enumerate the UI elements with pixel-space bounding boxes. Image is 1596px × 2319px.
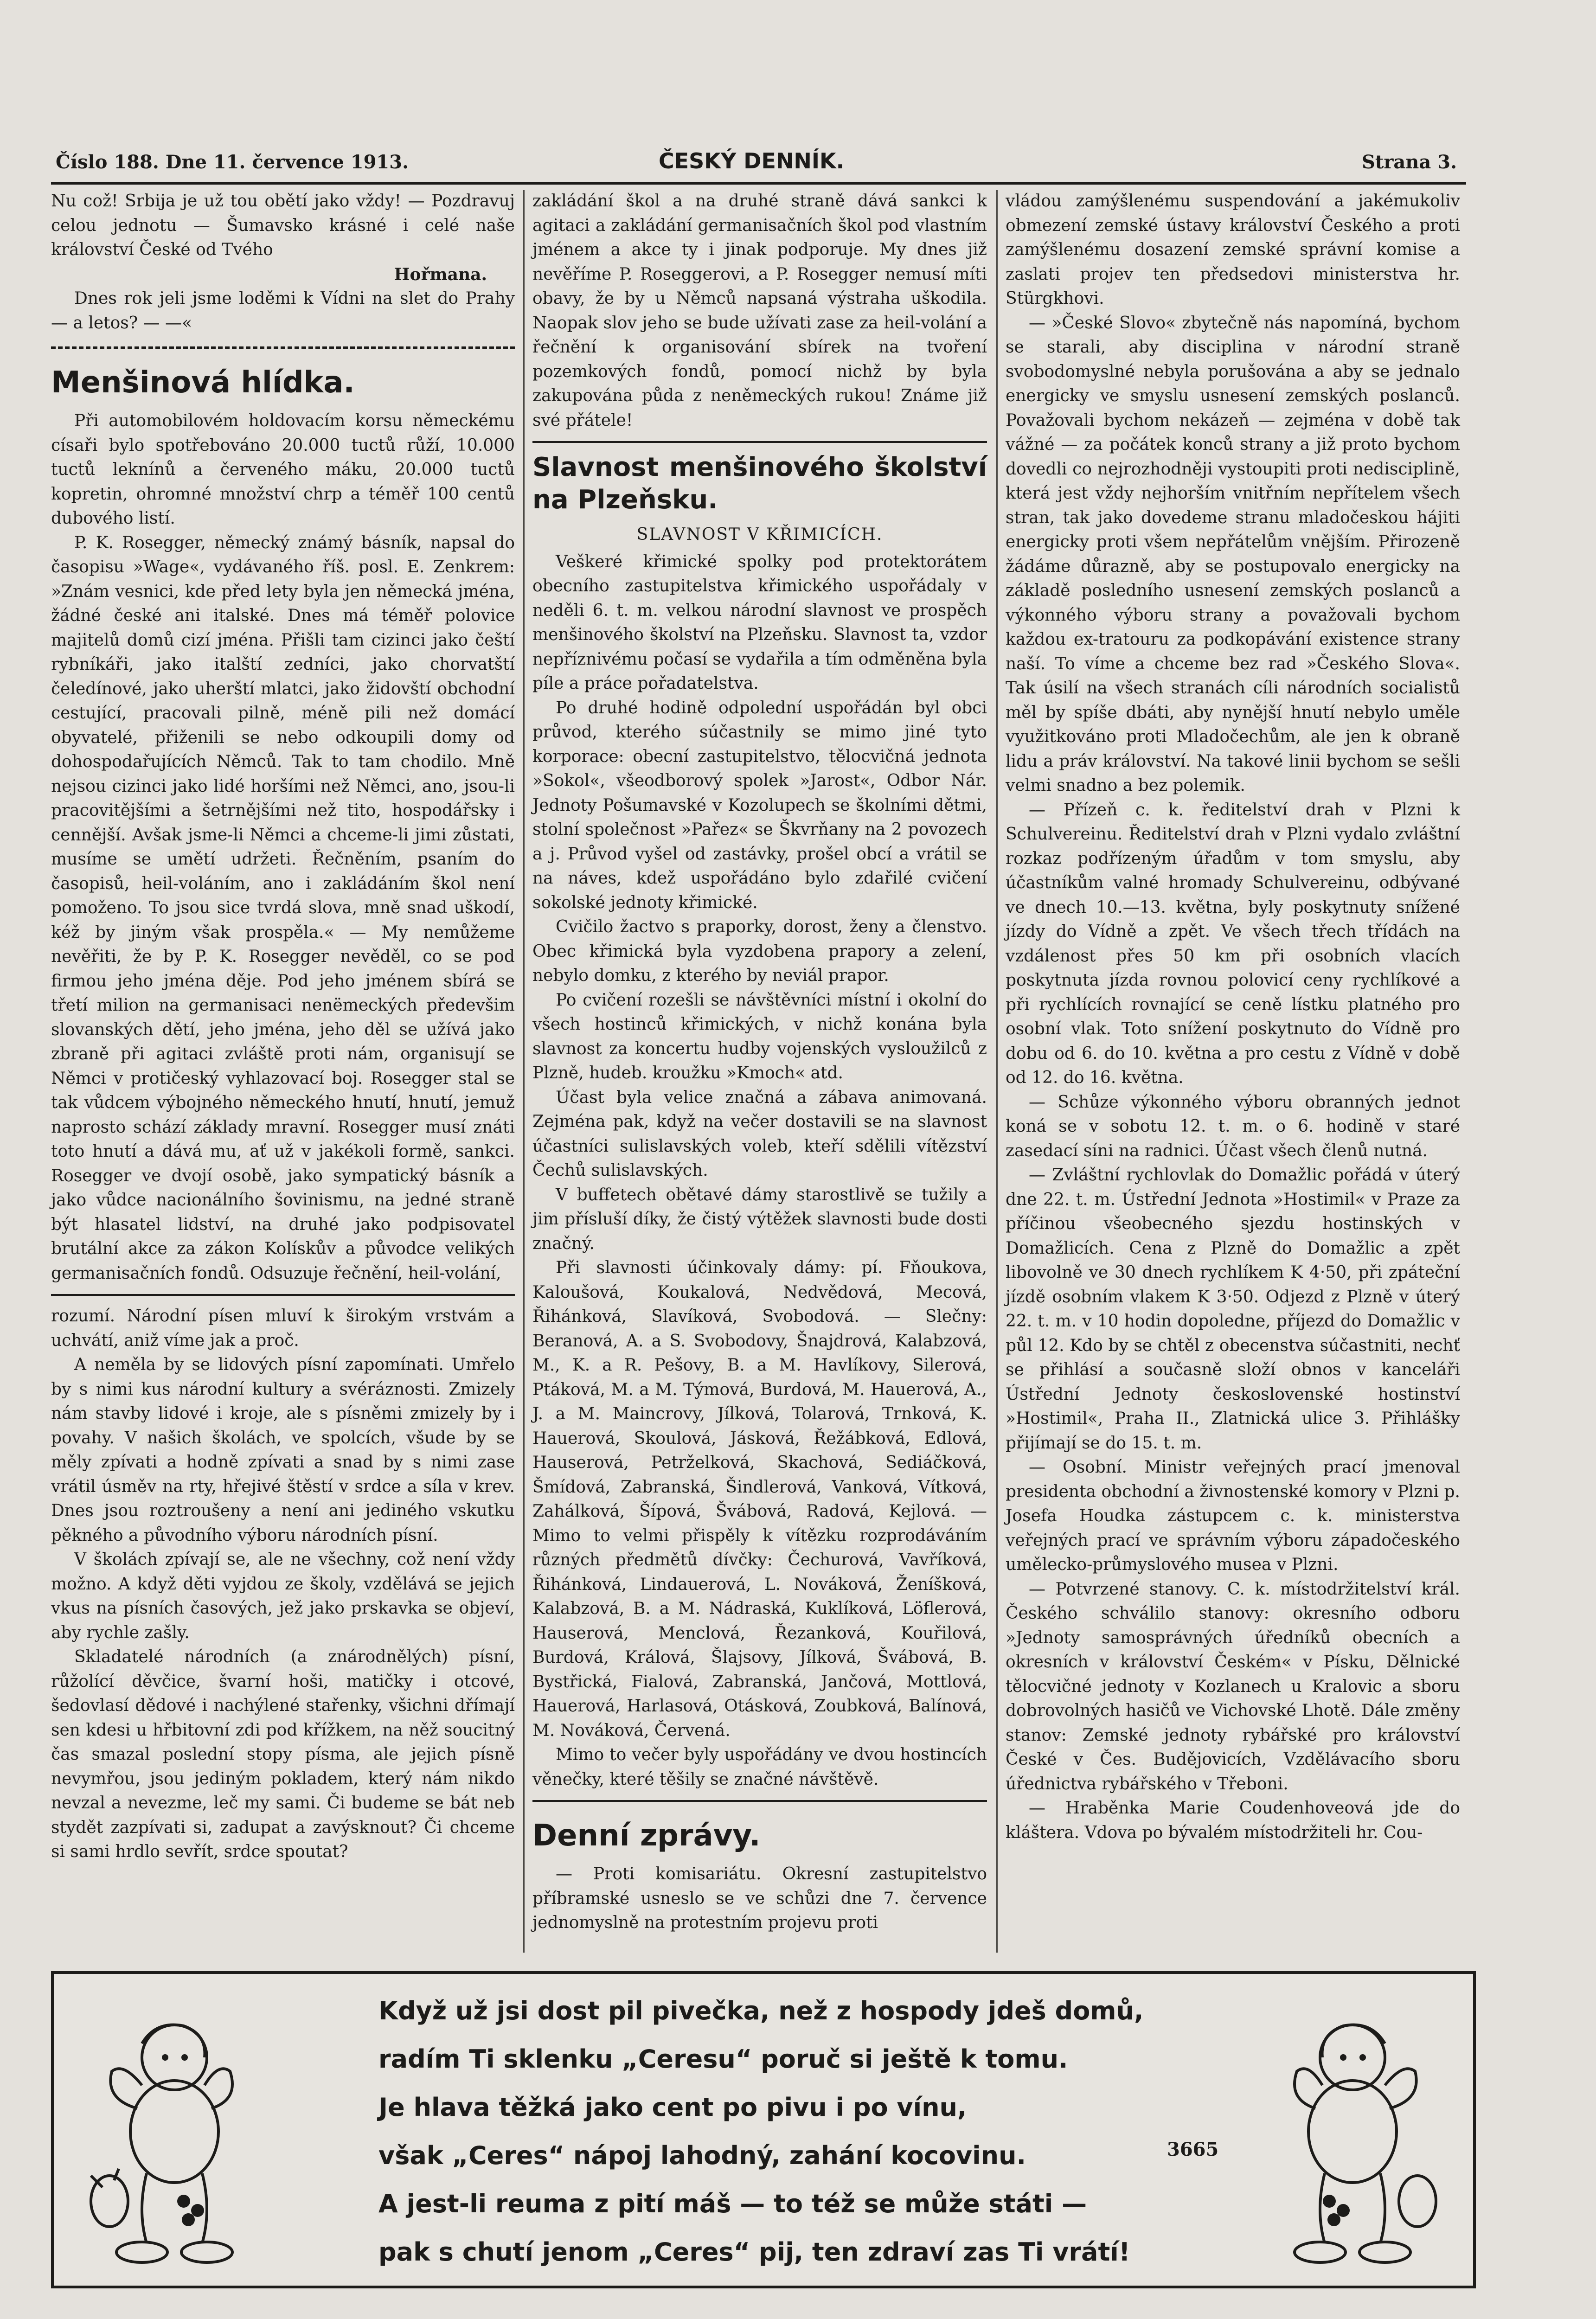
masthead <box>56 147 1457 178</box>
paragraph: Skladatelé národních (a znárodnělých) písní, růžolící děvčice, švarní hoši, matičky i otcové, šedovlasí dědové i nachýlené stařenky, všichni dřímají sen kdesi u hřbitovní zdi pod křížkem, na něž soucitný čas smazal poslední stopy písma, ale jejich písně nevymřou, jsou jediným pokladem, který nám nikdo nevzal a nevezme, leč my sami. Či budeme se bát neb stydět zazpívati si, zadupat a zavýsknout? Či chceme si sami hrdlo sevřít, srdce spoutat? <box>51 1647 515 1861</box>
section-heading: Slavnost menšinového školství na Plzeňsku. <box>532 452 987 515</box>
paragraph: Při slavnosti účinkovaly dámy: pí. Fňoukova, Kaloušová, Koukalová, Nedvědová, Mecová, Řihánková, Slavíková, Svobodová. — Slečny: Beranová, A. a S. Svobodovy, Šnajdrová, Kalabzová, M., K. a R. Pešovy, B. a M. Havlíkovy, Silerová, Ptáková, M. a M. Týmová, Burdová, M. Hauerová, A., J. a M. Maincrovy, Jílková, Tolarová, Trnková, K. Hauerová, Skoulová, Jásková, Řežábková, Edlová, Hauserová, Petrželková, Skachová, Sediáčková, Šmídová, Zabranská, Šindlerová, Vanková, Vítková, Zahálková, Šípová, Švábová, Radová, Kejlová. — Mimo to velmi přispěly k vítězku rozprodáváním různých předmětů dívčky: Čechurová, Vavříková, Řihánková, Lindauerová, L. Nováková, Ženíšková, Kalabzová, B. a M. Nádraská, Kuklíková, Löflerová, Hauserová, Menclová, Řezanková, Kouřilová, Burdová, Králová, Šlajsovy, Jílková, Švábová, B. Bystřická, Fialová, Zabranská, Jančová, Mottlová, Hauerová, Harlasová, Otásková, Zoubková, Balínová, M. Nováková, Červená. <box>532 1258 987 1740</box>
newspaper-title: ČESKÝ DENNÍK. <box>659 148 845 173</box>
column-rule-2 <box>996 190 998 1953</box>
paragraph: zakládání škol a na druhé straně dává sankci k agitaci a zakládání germanisačních škol pod vlastním jménem a akce ty i jinak podporuje. My dnes již nevěříme P. Roseggerovi, a P. Rosegger nemusí míti obavy, že by u Němců napsaná výstraha uškodila. Naopak slov jeho se bude užívati zase za heil-volání a řečnění k organisování sbírek na tvoření pozemkových fondů, pomocí nichž by byla zakupována půda z neněmeckých rukou! Známe již své přátele! <box>532 192 987 430</box>
paragraph: Mimo to večer byly uspořádány ve dvou hostincích věnečky, které těšily se značné návštěvě. <box>532 1745 987 1789</box>
separator <box>532 1800 987 1802</box>
paragraph: rozumí. Národní písen mluví k širokým vrstvám a uchvátí, aniž víme jak a proč. <box>51 1307 515 1350</box>
separator <box>532 441 987 443</box>
ad-line: pak s chutí jenom „Ceres“ pij, ten zdraví zas Ti vrátí! <box>378 2237 1130 2267</box>
paragraph: P. K. Rosegger, německý známý básník, napsal do časopisu »Wage«, vydávaného říš. posl. E. Zenkrem: »Znám vesnici, kde před lety byla jen německá jména, žádné české ani italské. Dnes má téměř polovice majitelů domů cizí jména. Přišli tam cizinci jako čeští rybníkáři, jako italští zedníci, jako chorvatští čeledínové, jako uherští mlatci, jako židovští obchodní cestující, pracovali pilně, méně pili než domácí obyvatelé, přiženili se nebo odkoupili domy od dohospodařujících Němců. Tak to tam chodilo. Mně nejsou cizinci jako lidé horšími než Němci, ano, jsou-li pracovitějšími a šetrnějšími než tito, hospodářsky i cennější. Avšak jsme-li Němci a chceme-li jimi zůstati, musíme se umětí udržeti. Řečněním, psaním do časopisů, heil-voláním, ano i zakládáním škol není pomoženo. To jsou sice tvrdá slova, mně snad uškodí, kéž by jiným však prospěla.« — My nemůžeme nevěřiti, že by P. K. Rosegger nevěděl, co se pod firmou jeho jména děje. Pod jeho jménem sbírá se třetí milion na germanisaci nenëmeckých předevšim slovanských dětí, jeho jména, jeho děl se užívá jako zbraně při agitaci zvláště proti nám, organisují se Němci v protičeský vyhlazovací boj. Rosegger stal se tak vůdcem výbojného německého hnutí, hnutí, jemuž naprosto schází základy mravní. Rosegger musí znáti toto hnutí a dává mu, ať už v jakékoli formě, sankci. Rosegger ve dvojí osobě, jako sympatický básník a jako vůdce nacionálního šovinismu, na jedné straně být hlasatel lidství, na druhé jako podpisovatel brutální akce za zákon Kolískův a původce velikých germanisačních fondů. Odsuzuje řečnění, heil-volání, <box>51 533 515 1283</box>
page-number: Strana 3. <box>1361 151 1457 173</box>
column-1 <box>51 189 515 1864</box>
paragraph: A neměla by se lidových písní zapomínati. Umřelo by s nimi kus národní kultury a svéráznosti. Zmizely nám stavby lidové i kroje, ale s písněmi zmizely by i povahy. V našich školách, ve spolcích, všude by se měly zpívati a hodně zpívati a snad by s nimi zase vrátil úsměv na rty, hřejivé štěstí v srdce a síla v krev. Dnes jsou roztroušeny a není ani jediného vskutku pěkného a původního výboru národních písní. <box>51 1355 515 1545</box>
signature: Hořmana. <box>394 264 487 284</box>
paragraph: — Proti komisariátu. Okresní zastupitelstvo příbramské usneslo se ve schůzi dne 7. července jednomyslně na protestním projevu proti <box>532 1864 987 1932</box>
paragraph: Dnes rok jeli jsme loděmi k Vídni na slet do Prahy — a letos? — —« <box>51 289 515 333</box>
ad-number: 3665 <box>1167 2139 1219 2160</box>
ad-line: radím Ti sklenku „Ceresu“ poruč si ještě k tomu. <box>378 2044 1068 2074</box>
cherub-illustration-left <box>86 1992 253 2275</box>
ceres-advertisement <box>51 1971 1476 2288</box>
paragraph: — Potvrzené stanovy. C. k. místodržitelství král. Českého schválilo stanovy: okresního odboru »Jednoty samosprávných úředníků obecních a okresních v království Českém« v Písku, Dělnické tělocvičné jednoty v Kozlanech u Kralovic a sboru dobrovolných hasičů ve Vichovské Lhotě. Dále změny stanov: Zemské jednoty rybářské pro království České v Čes. Budějovicích, Vzdělávacího sboru úřednictva rybářského v Třeboni. <box>1006 1579 1460 1794</box>
subheading: SLAVNOST V KŘIMICÍCH. <box>636 525 883 544</box>
paragraph: Účast byla velice značná a zábava animovaná. Zejména pak, když na večer dostavili se na slavnost účastníci sulislavských voleb, kteří sdělili vítězství Čechů sulislavských. <box>532 1088 987 1180</box>
column-2 <box>532 189 987 1935</box>
issue-date: Číslo 188. Dne 11. července 1913. <box>56 151 409 173</box>
column-rule-1 <box>523 190 525 1953</box>
paragraph: Po druhé hodině odpolední uspořádán byl obci průvod, kterého súčastnily se mimo jiné tyto korporace: obecní zastupitelstvo, tělocvičná jednota »Sokol«, všeodborový spolek »Jarost«, Odbor Nár. Jednoty Pošumavské v Kozolupech se školními dětmi, stolní společnost »Pařez« se Škvrňany na 2 povozech a j. Průvod vyšel od zastávky, prošel obcí a vrátil se na náves, kdež uspořádáno bylo zdařilé cvičení sokolské jednoty křimické. <box>532 698 987 912</box>
paragraph: vládou zamýšlenému suspendování a jakémukoliv obmezení zemské ústavy království Českého a proti zamýšlenému dosazení zemské správní komise a zaslati projev ten předsedovi ministerstva hr. Stürgkhovi. <box>1006 192 1460 308</box>
cherub-illustration-right <box>1274 1992 1441 2275</box>
paragraph: Po cvičení rozešli se návštěvníci místní i okolní do všech hostinců křimických, v nichž konána byla slavnost za koncertu hudby vojenských vysloužilců z Plzně, hudeb. kroužku »Kmoch« atd. <box>532 990 987 1083</box>
ad-line: Je hlava těžká jako cent po pivu i po vínu, <box>378 2093 967 2122</box>
paragraph: — Osobní. Ministr veřejných prací jmenoval presidenta obchodní a živnostenské komory v Plzni p. Josefa Houdka zástupcem c. k. ministerstva veřejných prací ve správním výboru západočeského umělecko-průmyslového musea v Plzni. <box>1006 1458 1460 1574</box>
paragraph: — Schůze výkonného výboru obranných jednot koná se v sobotu 12. t. m. o 6. hodině v staré zasedací síni na radnici. Účast všech členů nutná. <box>1006 1092 1460 1160</box>
paragraph: — Hraběnka Marie Coudenhoveová jde do kláštera. Vdova po bývalém místodržiteli hr. Cou- <box>1006 1799 1460 1842</box>
column-3 <box>1006 189 1460 1845</box>
paragraph: Veškeré křimické spolky pod protektorátem obecního zastupitelstva křimického uspořádaly v neděli 6. t. m. velkou národní slavnost ve prospěch menšinového školství na Plzeňsku. Slavnost ta, vzdor nepříznivému počasí se vydařila a tím odměněna byla píle a práce pořadatelstva. <box>532 552 987 693</box>
ad-line: však „Ceres“ nápoj lahodný, zahání kocovinu. <box>378 2141 1026 2170</box>
paragraph: — Přízeň c. k. ředitelství drah v Plzni k Schulvereinu. Ředitelství drah v Plzni vydalo zvláštní rozkaz podřízeným úřadům v tom smyslu, aby účastníkům valné hromady Schulvereinu, odbývané ve dnech 10.—13. května, byly poskytnuty snížené jízdy do Vídně a zpět. Ve všech třech třídách na vzdálenost přes 50 km při osobních vlacích poskytnuta jízda rovnou polovicí ceny rychlíkové a při rychlících rovnající se ceně lístku platného pro osobní vlak. Toto snížení poskytnuto do Vídně pro dobu od 6. do 10. května a pro cestu z Vídně v době od 12. do 16. května. <box>1006 800 1460 1087</box>
paragraph: Nu což! Srbija je už tou obětí jako vždy! — Pozdravuj celou jednotu — Šumavsko krásné i celé naše království České od Tvého <box>51 192 515 259</box>
section-heading: Denní zprávy. <box>532 1819 761 1853</box>
paragraph: V školách zpívají se, ale ne všechny, což není vždy možno. A když děti vyjdou ze školy, vzdělává se jejich vkus na písních časových, jež jako prskavka se objeví, aby rychle zašly. <box>51 1550 515 1642</box>
paragraph: Při automobilovém holdovacím korsu německému císaři bylo spotřebováno 20.000 tuctů růží, 10.000 tuctů leknínů a červeného máku, 20.000 tuctů kopretin, ohromné množství chrp a téměř 100 centů dubového listí. <box>51 411 515 528</box>
ad-line: A jest-li reuma z pití máš — to též se může státi — <box>378 2189 1087 2218</box>
paragraph: — »České Slovo« zbytečně nás napomíná, bychom se starali, aby disciplina v národní straně svobodomyslné nebyla porušována a aby se jednalo energicky ve smyslu usnesení zemských poslanců. Považovali bychom nekázeň — zejména v době tak vážné — za počátek konců strany a již proto bychom dovedli co nejrozhodněji vystoupiti proti nedisciplině, která jest vždy nejhorším vnitřním nepřítelem všech stran, tak jako dovedeme stranu mladočeskou hájiti energicky proti všem nepřátelům vnějším. Přirozeně žádáme důrazně, aby se postupovalo energicky na základě posledního usnesení zemských poslanců a výkonného výboru strany a považovali bychom každou ex-tratouru za podkopávání existence strany naší. To víme a chceme bez rad »Českého Slova«. Tak úsilí na všech stranách cíli národních socialistů měl by spíše dbáti, aby nynější hnutí nebylo uměle využitkováno proti Mladočechům, ale jen k obraně lidu a práv království. Na takové linii bychom se sešli velmi snadno a bez polemik. <box>1006 313 1460 795</box>
ad-text <box>378 1987 1167 2276</box>
masthead-rule <box>51 182 1466 185</box>
paragraph: Cvičilo žactvo s praporky, dorost, ženy a členstvo. Obec křimická byla vyzdobena prapory a zelení, nebylo domku, z kterého by neviál prapor. <box>532 917 987 985</box>
dashed-separator <box>51 346 515 349</box>
paragraph: — Zvláštní rychlovlak do Domažlic pořádá v úterý dne 22. t. m. Ústřední Jednota »Hostimil« v Praze za příčinou všeobecného sjezdu hostinských v Domažlicích. Cena z Plzně do Domažlic a zpět libovolně ve 30 dnech rychlíkem K 4·50, při zpáteční jízdě osobním vlakem K 3·50. Odjezd z Plzně v úterý 22. t. m. v 10 hodin dopoledne, příjezd do Domažlic v půl 12. Kdo by se chtěl z obecenstva súčastniti, nechť se přihlásí a současně složí obnos v kanceláři Ústřední Jednoty československé hostinství »Hostimil«, Praha II., Zlatnická ulice 3. Přihlášky přijímají se do 15. t. m. <box>1006 1166 1460 1453</box>
paragraph: V buffetech obětavé dámy starostlivě se tužily a jim přísluší díky, že čistý výtěžek slavnosti bude dosti značný. <box>532 1185 987 1253</box>
ad-line: Když už jsi dost pil pivečka, než z hospody jdeš domů, <box>378 1996 1144 2025</box>
section-heading: Menšinová hlídka. <box>51 365 355 400</box>
separator <box>51 1294 515 1296</box>
